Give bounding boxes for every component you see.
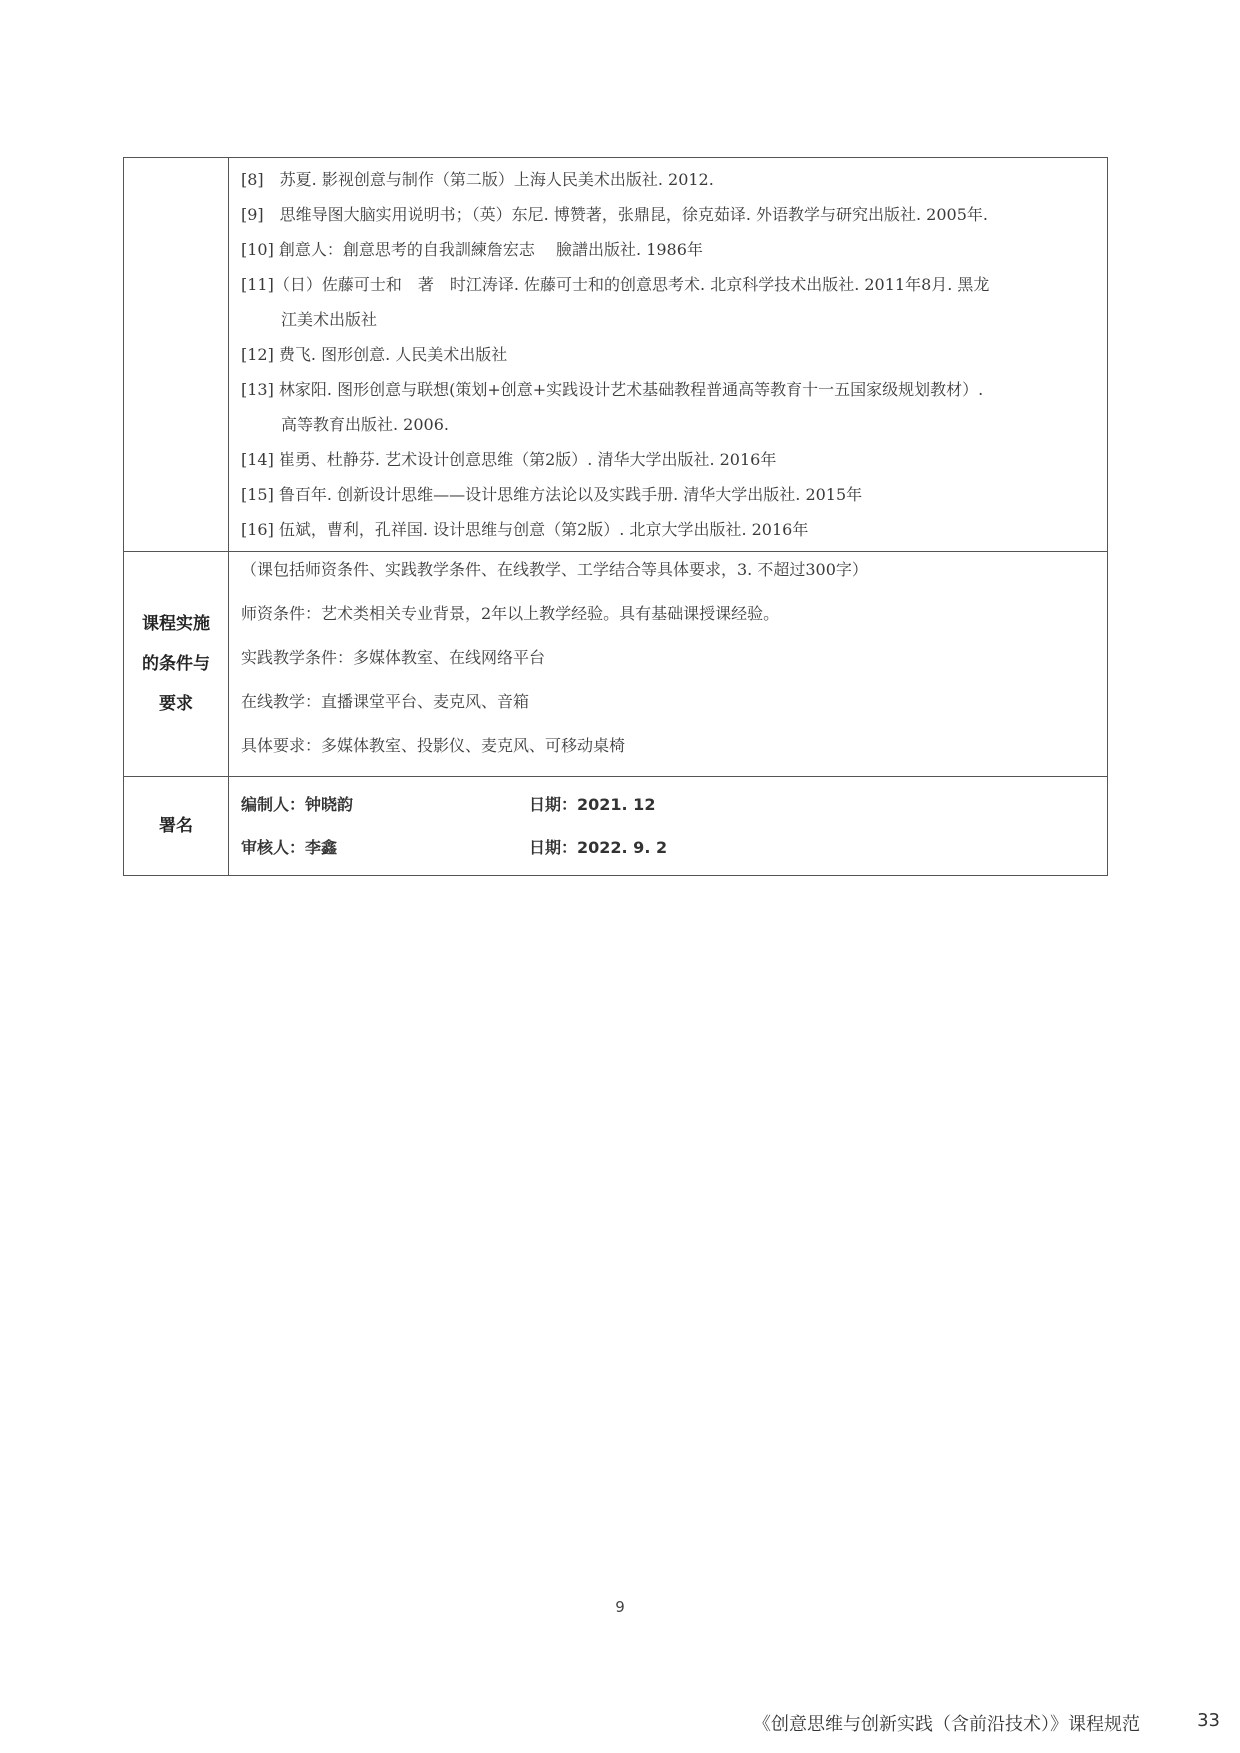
- reviewer-row: [241, 826, 1095, 869]
- specific-requirements: 具体要求：多媒体教室、投影仪、麦克风、可移动桌椅: [241, 736, 626, 755]
- implementation-label-line: 课程实施: [142, 614, 210, 634]
- implementation-content: [229, 552, 1108, 777]
- faculty-conditions: 师资条件：艺术类相关专业背景，2年以上教学经验。具有基础课授课经验。: [241, 604, 780, 623]
- reference-item: [13] 林家阳. 图形创意与联想(策划+创意+实践设计艺术基础教程普通高等教育十一五国家级规划教材）.: [241, 380, 984, 399]
- references-label-cell: [124, 158, 229, 552]
- signature-label: 署名: [124, 777, 229, 876]
- references-row: [124, 158, 1108, 552]
- reference-item: [16] 伍斌，曹利，孔祥国. 设计思维与创意（第2版）. 北京大学出版社. 2016年: [241, 520, 809, 539]
- references-cell: [229, 158, 1108, 552]
- implementation-label: [124, 552, 229, 777]
- signature-content: [229, 777, 1108, 876]
- footer-title: 《创意思维与创新实践（含前沿技术）》课程规范: [753, 1714, 1140, 1735]
- footer-page-number: 33: [1197, 1710, 1220, 1731]
- reference-item-continuation: 高等教育出版社. 2006.: [281, 415, 449, 434]
- reference-item: [10] 創意人：創意思考的自我訓練詹宏志 臉譜出版社. 1986年: [241, 240, 703, 259]
- implementation-row: [124, 552, 1108, 777]
- compiler-name: 编制人：钟晓韵: [241, 795, 354, 814]
- compiler-row: [241, 783, 1095, 826]
- implementation-intro: （课包括师资条件、实践教学条件、在线教学、工学结合等具体要求，3. 不超过300字）: [241, 560, 868, 579]
- practice-conditions: 实践教学条件：多媒体教室、在线网络平台: [241, 648, 546, 667]
- reference-item: [14] 崔勇、杜静芬. 艺术设计创意思维（第2版）. 清华大学出版社. 2016年: [241, 450, 777, 469]
- review-date: 日期：2022. 9. 2: [529, 838, 668, 857]
- reference-item: [11]（日）佐藤可士和 著 时江涛译. 佐藤可士和的创意思考术. 北京科学技术出版社. 2011年8月. 黑龙: [241, 275, 990, 294]
- reference-item: [12] 费飞. 图形创意. 人民美术出版社: [241, 345, 508, 364]
- reference-item: [8] 苏夏. 影视创意与制作（第二版）上海人民美术出版社. 2012.: [241, 170, 714, 189]
- implementation-label-line: 的条件与: [142, 654, 210, 674]
- reference-item: [9] 思维导图大脑实用说明书；（英）东尼. 博赞著，张鼎昆，徐克茹译. 外语教学与研究出版社. 2005年.: [241, 205, 988, 224]
- reference-item: [15] 鲁百年. 创新设计思维——设计思维方法论以及实践手册. 清华大学出版社. 2015年: [241, 485, 863, 504]
- compile-date: 日期：2021. 12: [529, 795, 656, 814]
- reference-item-continuation: 江美术出版社: [281, 310, 378, 329]
- reviewer-name: 审核人：李鑫: [241, 838, 338, 857]
- inner-page-number: 9: [615, 1598, 625, 1616]
- course-spec-table: [123, 157, 1108, 876]
- signature-row: [124, 777, 1108, 876]
- implementation-label-line: 要求: [159, 694, 193, 714]
- online-teaching: 在线教学：直播课堂平台、麦克风、音箱: [241, 692, 530, 711]
